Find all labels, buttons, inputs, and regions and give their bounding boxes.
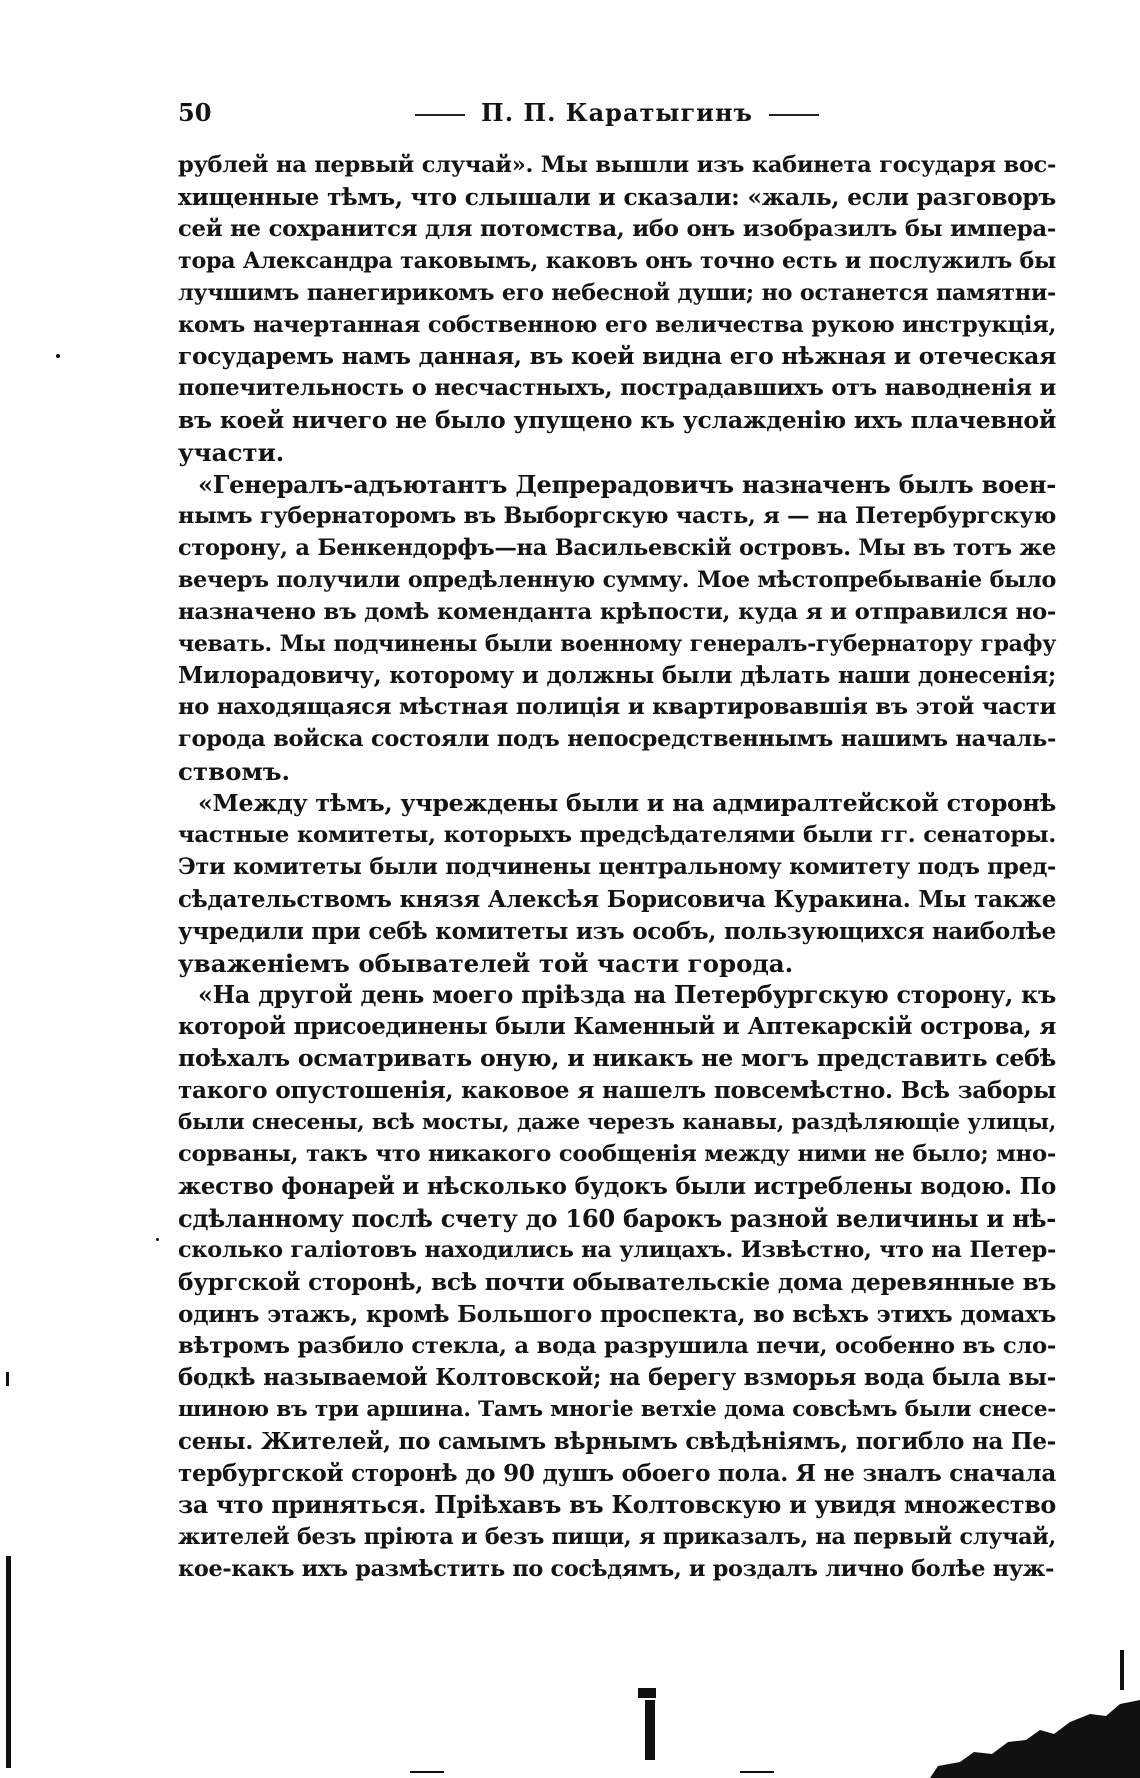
text-line: города войска состояли подъ непосредственнымъ нашимъ началь- (178, 726, 1056, 753)
page-header (178, 98, 1056, 138)
text-line: бургской сторонѣ, всѣ почти обывательскіе дома деревянные въ (178, 1268, 1056, 1296)
text-line: Милорадовичу, которому и должны были дѣлать наши донесенія; (178, 662, 1056, 689)
text-line: хищенные тѣмъ, что слышали и сказали: «жаль, если разговоръ (178, 183, 1056, 211)
paragraph (178, 788, 1056, 979)
page-number: 50 (178, 98, 212, 127)
body-text (178, 150, 1056, 1586)
header-rule-right (769, 114, 819, 116)
text-line: комъ начертанная собственною его величества рукою инструкція, (178, 311, 1056, 338)
paragraph (178, 980, 1056, 1586)
text-line: нымъ губернаторомъ въ Выборгскую часть, я — на Петербургскую (178, 502, 1056, 529)
text-line: за что приняться. Пріѣхавъ въ Колтовскую и увидя множество (178, 1491, 1056, 1520)
text-line: такого опустошенія, каковое я нашелъ повсемѣстно. Всѣ заборы (178, 1077, 1056, 1105)
text-line: сдѣланному послѣ счету до 160 барокъ разной величины и нѣ- (178, 1203, 1056, 1233)
text-line: ствомъ. (178, 757, 291, 787)
text-line: сѣдательствомъ князя Алексѣя Борисовича Куракина. Мы также (178, 885, 1056, 913)
text-line: вѣтромъ разбило стекла, а вода разрушила печи, особенно въ сло- (178, 1332, 1056, 1359)
text-line: «Между тѣмъ, учреждены были и на адмиралтейской сторонѣ (198, 789, 1056, 818)
scan-rule-bottom-2 (740, 1771, 774, 1773)
text-line: рублей на первый случай». Мы вышли изъ кабинета государя вос- (178, 152, 1056, 178)
paragraph (178, 150, 1056, 469)
text-line: уваженіемъ обывателей той части города. (178, 948, 794, 978)
text-line: тора Александра таковымъ, каковъ онъ точно есть и послужилъ бы (178, 247, 1056, 274)
text-line: учредили при себѣ комитеты изъ особъ, пользующихся наиболѣе (178, 917, 1056, 945)
text-line: которой присоединены были Каменный и Аптекарскій острова, я (178, 1013, 1056, 1041)
text-line: кое-какъ ихъ размѣстить по сосѣдямъ, и роздалъ лично болѣе нуж- (178, 1555, 1055, 1582)
text-line: жество фонарей и нѣсколько будокъ были истреблены водою. По (178, 1173, 1056, 1200)
text-line: были снесены, всѣ мосты, даже черезъ канавы, раздѣляющіе улицы, (178, 1110, 1056, 1136)
text-line: бодкѣ называемой Колтовской; на берегу взморья вода была вы- (178, 1364, 1056, 1392)
scan-edge-right (1120, 1650, 1124, 1690)
text-line: сорваны, такъ что никакого сообщенія между ними не было; мно- (178, 1141, 1056, 1168)
text-line: жителей безъ пріюта и безъ пищи, я приказалъ, на первый случай, (178, 1523, 1056, 1550)
text-line: лучшимъ панегирикомъ его небесной души; но останется памятни- (178, 279, 1056, 306)
text-line: одинъ этажъ, кромѣ Большого проспекта, во всѣхъ этихъ домахъ (178, 1300, 1056, 1328)
text-line: «Генералъ-адъютантъ Депрерадовичъ назначенъ былъ воен- (198, 470, 1056, 500)
text-line: сторону, а Бенкендорфъ—на Васильевскій островъ. Мы въ тотъ же (178, 534, 1056, 561)
text-line: «На другой день моего пріѣзда на Петербургскую сторону, къ (198, 980, 1056, 1009)
text-line: поѣхалъ осматривать оную, и никакъ не могъ представить себѣ (178, 1044, 1056, 1073)
text-line: сей не сохранится для потомства, ибо онъ изобразилъ бы импера- (178, 215, 1056, 242)
scan-dot-left (56, 354, 60, 358)
text-line: частные комитеты, которыхъ предсѣдателями были гг. сенаторы. (178, 822, 1056, 849)
text-line: назначено въ домѣ коменданта крѣпости, куда я и отправился но- (178, 598, 1056, 625)
text-line: Эти комитеты были подчинены центральному комитету подъ пред- (178, 853, 1056, 880)
text-line: тербургской сторонѣ до 90 душъ обоего пола. Я не зналъ сначала (178, 1460, 1056, 1488)
running-title: П. П. Каратыгинъ (481, 98, 753, 127)
scan-dot-left-2 (156, 1238, 159, 1241)
text-line: сены. Жителей, по самымъ вѣрнымъ свѣдѣніямъ, погибло на Пе- (178, 1428, 1056, 1456)
text-line: государемъ намъ данная, въ коей видна его нѣжная и отеческая (178, 343, 1056, 371)
text-line: попечительность о несчастныхъ, пострадавшихъ отъ наводненія и (178, 375, 1056, 402)
text-line: сколько галіотовъ находились на улицахъ. Извѣстно, что на Петер- (178, 1236, 1056, 1263)
text-line: въ коей ничего не было упущено къ услажденію ихъ плачевной (178, 406, 1056, 435)
scan-edge-left (6, 1556, 11, 1768)
scan-mark-bottom-top (638, 1688, 656, 1698)
text-line: участи. (178, 438, 285, 468)
scan-blot-bottom-right (930, 1700, 1140, 1778)
text-line: шиною въ три аршина. Тамъ многіе ветхіе дома совсѣмъ были снесе- (178, 1397, 1056, 1423)
text-line: чевать. Мы подчинены были военному генералъ-губернатору графу (178, 630, 1056, 657)
scan-mark-left (6, 1372, 9, 1386)
running-title-row (178, 98, 1056, 127)
paragraph (178, 469, 1056, 788)
text-line: но находящаяся мѣстная полиція и квартировавшія въ этой части (178, 694, 1056, 721)
scan-mark-bottom (645, 1700, 655, 1760)
header-rule-left (415, 114, 465, 116)
text-line: вечеръ получили опредѣленную сумму. Мое мѣстопребываніе было (178, 566, 1056, 593)
scan-rule-bottom (410, 1771, 444, 1773)
